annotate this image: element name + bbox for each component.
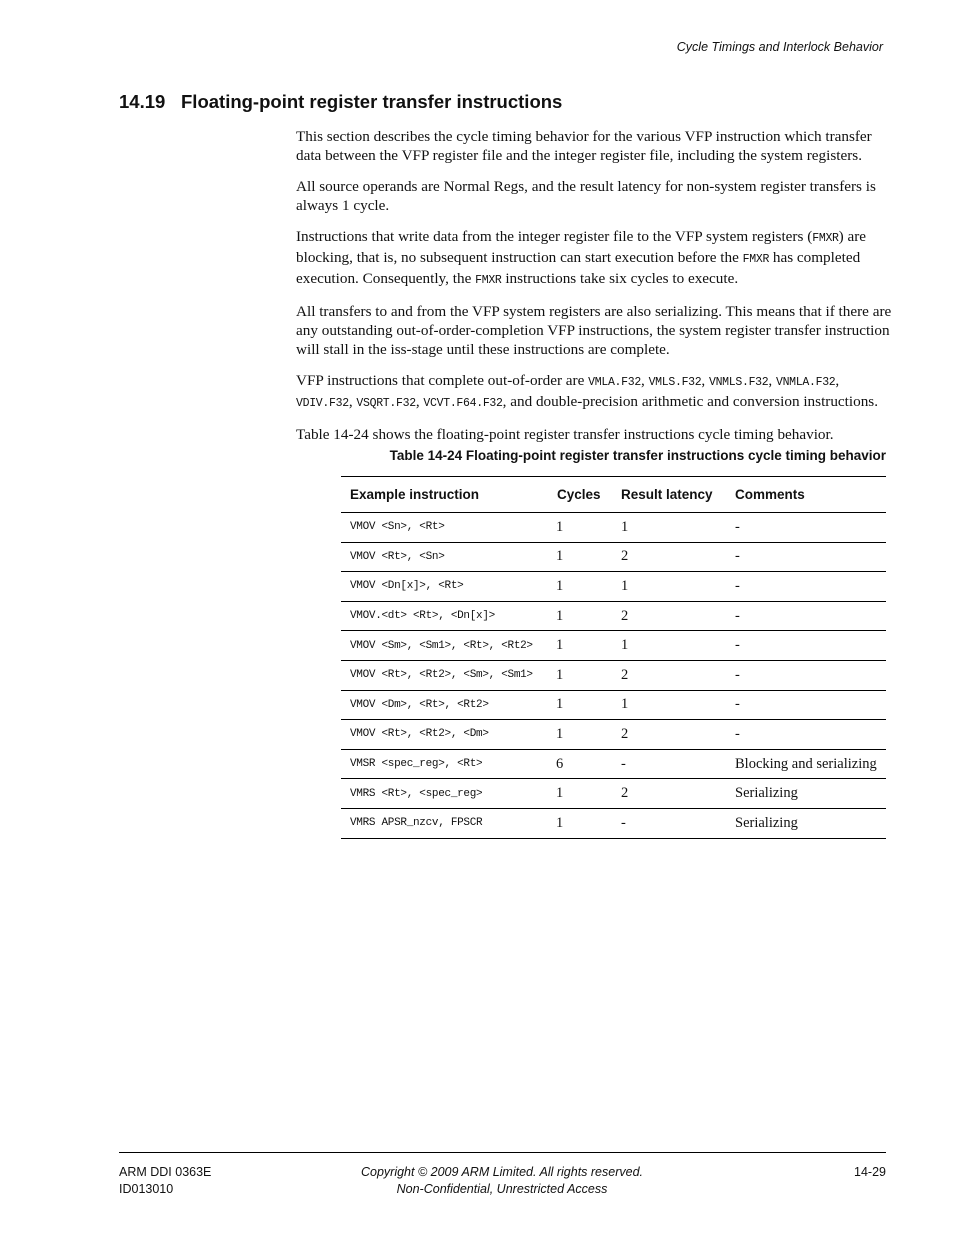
table-row xyxy=(341,513,886,543)
cell-latency: - xyxy=(612,749,726,779)
separator: , xyxy=(835,372,840,389)
cycle-timing-table xyxy=(341,476,886,839)
code-instr: VNMLS.F32 xyxy=(708,376,769,389)
cell-cycles: 1 xyxy=(548,631,612,661)
paragraph-operands: All source operands are Normal Regs, and the result latency for non-system register transfers is always 1 cycle. xyxy=(296,178,876,214)
cell-instruction: VMOV <Dn[x]>, <Rt> xyxy=(341,572,548,602)
table-caption: Table 14-24 Floating-point register transfer instructions cycle timing behavior xyxy=(389,448,886,463)
text-run: instructions take six cycles to execute. xyxy=(501,270,739,287)
cell-latency: 1 xyxy=(612,513,726,543)
body-text xyxy=(296,127,896,456)
cell-latency: 2 xyxy=(612,601,726,631)
text-run: ) are blocking, that is, no subsequent instruction can start execution before the xyxy=(296,228,867,266)
header-cycles: Cycles xyxy=(548,477,612,513)
table-row xyxy=(341,690,886,720)
table-row xyxy=(341,779,886,809)
cell-instruction: VMOV <Rt>, <Sn> xyxy=(341,542,548,572)
text-run: , and double-precision arithmetic and conversion instructions. xyxy=(502,393,879,410)
table-row xyxy=(341,601,886,631)
paragraph-out-of-order xyxy=(296,371,896,413)
separator: , xyxy=(701,372,709,389)
code-fmxr: FMXR xyxy=(812,232,839,245)
cell-latency: 2 xyxy=(612,779,726,809)
cell-instruction: VMOV <Rt>, <Rt2>, <Sm>, <Sm1> xyxy=(341,660,548,690)
cell-comments: - xyxy=(726,631,886,661)
cell-comments: Serializing xyxy=(726,808,886,838)
section-heading xyxy=(119,91,562,113)
table-row xyxy=(341,808,886,838)
cell-cycles: 1 xyxy=(548,542,612,572)
cell-cycles: 1 xyxy=(548,720,612,750)
cell-cycles: 6 xyxy=(548,749,612,779)
paragraph-intro: This section describes the cycle timing behavior for the various VFP instruction which transfer data between the VFP register file and the integer register file, including the system registers. xyxy=(296,128,872,164)
code-instr: VCVT.F64.F32 xyxy=(423,397,503,410)
copyright-notice: Copyright © 2009 ARM Limited. All rights reserved. xyxy=(360,1165,643,1179)
cell-instruction: VMOV <Rt>, <Rt2>, <Dm> xyxy=(341,720,548,750)
cell-comments: - xyxy=(726,690,886,720)
cell-cycles: 1 xyxy=(548,572,612,602)
table-row xyxy=(341,660,886,690)
table-row xyxy=(341,572,886,602)
section-title: Floating-point register transfer instructions xyxy=(181,91,563,112)
cell-latency: 2 xyxy=(612,720,726,750)
code-fmxr: FMXR xyxy=(742,253,770,266)
cell-instruction: VMOV.<dt> <Rt>, <Dn[x]> xyxy=(341,601,548,631)
cell-instruction: VMOV <Dm>, <Rt>, <Rt2> xyxy=(341,690,548,720)
issue-id: ID013010 xyxy=(119,1182,174,1196)
header-result-latency: Result latency xyxy=(612,477,726,513)
cell-latency: 1 xyxy=(612,690,726,720)
cell-comments: - xyxy=(726,601,886,631)
cell-cycles: 1 xyxy=(548,690,612,720)
cell-latency: - xyxy=(612,808,726,838)
cell-cycles: 1 xyxy=(548,808,612,838)
cell-instruction: VMOV <Sm>, <Sm1>, <Rt>, <Rt2> xyxy=(341,631,548,661)
text-run: Instructions that write data from the integer register file to the VFP system registers ( xyxy=(296,228,813,245)
document-id: ARM DDI 0363E xyxy=(119,1165,212,1179)
cell-cycles: 1 xyxy=(548,779,612,809)
footer-center xyxy=(0,1164,954,1198)
cell-latency: 2 xyxy=(612,660,726,690)
cell-instruction: VMSR <spec_reg>, <Rt> xyxy=(341,749,548,779)
table-row xyxy=(341,631,886,661)
code-instr: VDIV.F32 xyxy=(296,397,349,410)
paragraph-table-ref: Table 14-24 shows the floating-point register transfer instructions cycle timing behavior. xyxy=(296,426,834,443)
table-row xyxy=(341,749,886,779)
page-number: 14-29 xyxy=(854,1165,886,1179)
table-row xyxy=(341,720,886,750)
cell-cycles: 1 xyxy=(548,660,612,690)
header-comments: Comments xyxy=(726,477,886,513)
code-instr: VSQRT.F32 xyxy=(356,397,416,410)
separator: , xyxy=(415,393,424,410)
table-header-row xyxy=(341,477,886,513)
cell-cycles: 1 xyxy=(548,513,612,543)
cell-comments: Serializing xyxy=(726,779,886,809)
running-header: Cycle Timings and Interlock Behavior xyxy=(676,40,883,54)
cell-instruction: VMRS <Rt>, <spec_reg> xyxy=(341,779,548,809)
cell-comments: - xyxy=(726,720,886,750)
text-run: VFP instructions that complete out-of-order are xyxy=(296,372,589,389)
code-instr: VMLA.F32 xyxy=(588,376,641,389)
cell-comments: - xyxy=(726,572,886,602)
code-instr: VMLS.F32 xyxy=(648,376,702,389)
table-row xyxy=(341,542,886,572)
cell-instruction: VMOV <Sn>, <Rt> xyxy=(341,513,548,543)
code-fmxr: FMXR xyxy=(475,274,502,287)
paragraph-serializing: All transfers to and from the VFP system registers are also serializing. This means that if there are any outstanding out-of-order-completion VFP instructions, the system register transfer instruction will stall in the iss-stage until these instructions are complete. xyxy=(296,303,892,358)
cell-latency: 1 xyxy=(612,572,726,602)
access-notice: Non-Confidential, Unrestricted Access xyxy=(396,1182,608,1196)
separator: , xyxy=(768,372,776,389)
cell-latency: 1 xyxy=(612,631,726,661)
text-run: has completed execution. Consequently, the xyxy=(296,249,861,287)
cell-cycles: 1 xyxy=(548,601,612,631)
code-instr: VNMLA.F32 xyxy=(775,376,836,389)
cell-comments: - xyxy=(726,513,886,543)
cell-comments: - xyxy=(726,542,886,572)
separator: , xyxy=(348,393,357,410)
cell-instruction: VMRS APSR_nzcv, FPSCR xyxy=(341,808,548,838)
footer-divider xyxy=(119,1152,886,1153)
header-instruction: Example instruction xyxy=(341,477,548,513)
cell-comments: Blocking and serializing xyxy=(726,749,886,779)
cell-comments: - xyxy=(726,660,886,690)
separator: , xyxy=(640,372,649,389)
paragraph-blocking xyxy=(296,227,896,290)
section-number: 14.19 xyxy=(119,91,166,112)
cell-latency: 2 xyxy=(612,542,726,572)
